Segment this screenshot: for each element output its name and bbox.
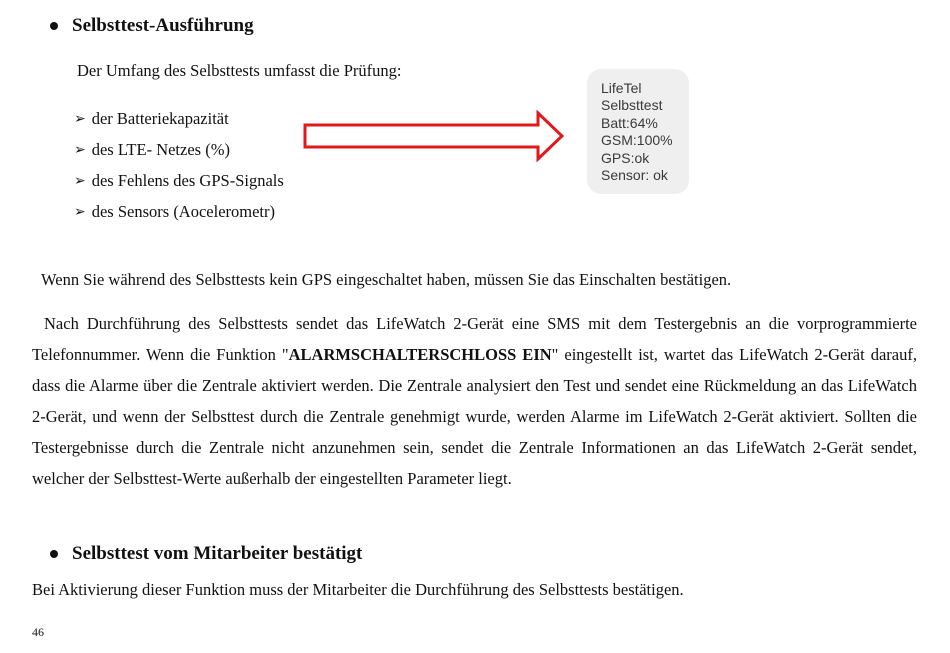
paragraph-selftest-description [32,308,917,494]
red-arrow-icon [303,110,565,162]
sms-line: GPS:ok [601,149,650,166]
sms-line: Batt:64% [601,114,658,131]
paragraph-text-start: Nach Durchführung des Selbsttests sendet das LifeWatch 2-Gerät eine SMS mit dem Testergebnis an die vorprogrammierte Telefonnummer. Wenn die Funktion " [32,314,917,364]
sms-line: Sensor: ok [601,167,668,184]
paragraph-confirmation: Bei Aktivierung dieser Funktion muss der Mitarbeiter die Durchführung des Selbsttests bestätigen. [32,580,684,599]
list-item-label: des LTE- Netzes (%) [91,139,230,159]
intro-text: Der Umfang des Selbsttests umfasst die Prüfung: [77,61,402,80]
list-item [74,165,284,196]
sms-line: LifeTel [601,80,642,96]
bullet-icon [50,550,58,558]
bullet-icon [50,22,58,30]
list-item [74,103,284,134]
paragraph-bold-function: ALARMSCHALTERSCHLOSS EIN [288,345,552,364]
paragraph-gps-note: Wenn Sie während des Selbsttests kein GPS eingeschaltet haben, müssen Sie das Einschalten bestätigen. [41,270,732,289]
paragraph-text-end: " eingestellt ist, wartet das LifeWatch 2-Gerät darauf, dass die Alarme über die Zentrale aktiviert werden. Die Zentrale analysiert den Test und sendet eine Rückmeldung an das LifeWatch 2-Gerät, und wenn der Selbsttest durch die Zentrale genehmigt wurde, werden Alarme im LifeWatch 2-Gerät aktiviert. Sollten die Testergebnisse durch die Zentrale nicht anzunehmen sein, sendet die Zentrale Informationen an das LifeWatch 2-Gerät sendet, welcher der Selbsttest-Werte außerhalb der eingestellten Parameter liegt. [32,345,917,488]
sms-line: Selbsttest [601,97,663,114]
sms-preview-card [587,69,689,194]
red-arrow-shape [305,113,562,159]
list-item-label: der Batteriekapazität [91,108,229,128]
list-item-label: des Sensors (Aocelerometr) [91,201,276,221]
section-heading-selbsttest-ausfuehrung [50,15,254,37]
arrowhead-bullet-icon: ➢ [74,141,86,158]
arrowhead-bullet-icon: ➢ [74,172,86,189]
check-list [74,103,284,227]
section-title: Selbsttest-Ausführung [72,15,254,36]
arrowhead-bullet-icon: ➢ [74,110,86,127]
list-item [74,196,284,227]
page-number: 46 [32,625,44,639]
arrowhead-bullet-icon: ➢ [74,203,86,220]
list-item-label: des Fehlens des GPS-Signals [91,170,284,190]
section-heading-mitarbeiter-bestaetigt [50,543,362,565]
list-item [74,134,284,165]
sms-line: GSM:100% [601,132,673,149]
section-title: Selbsttest vom Mitarbeiter bestätigt [72,543,363,564]
